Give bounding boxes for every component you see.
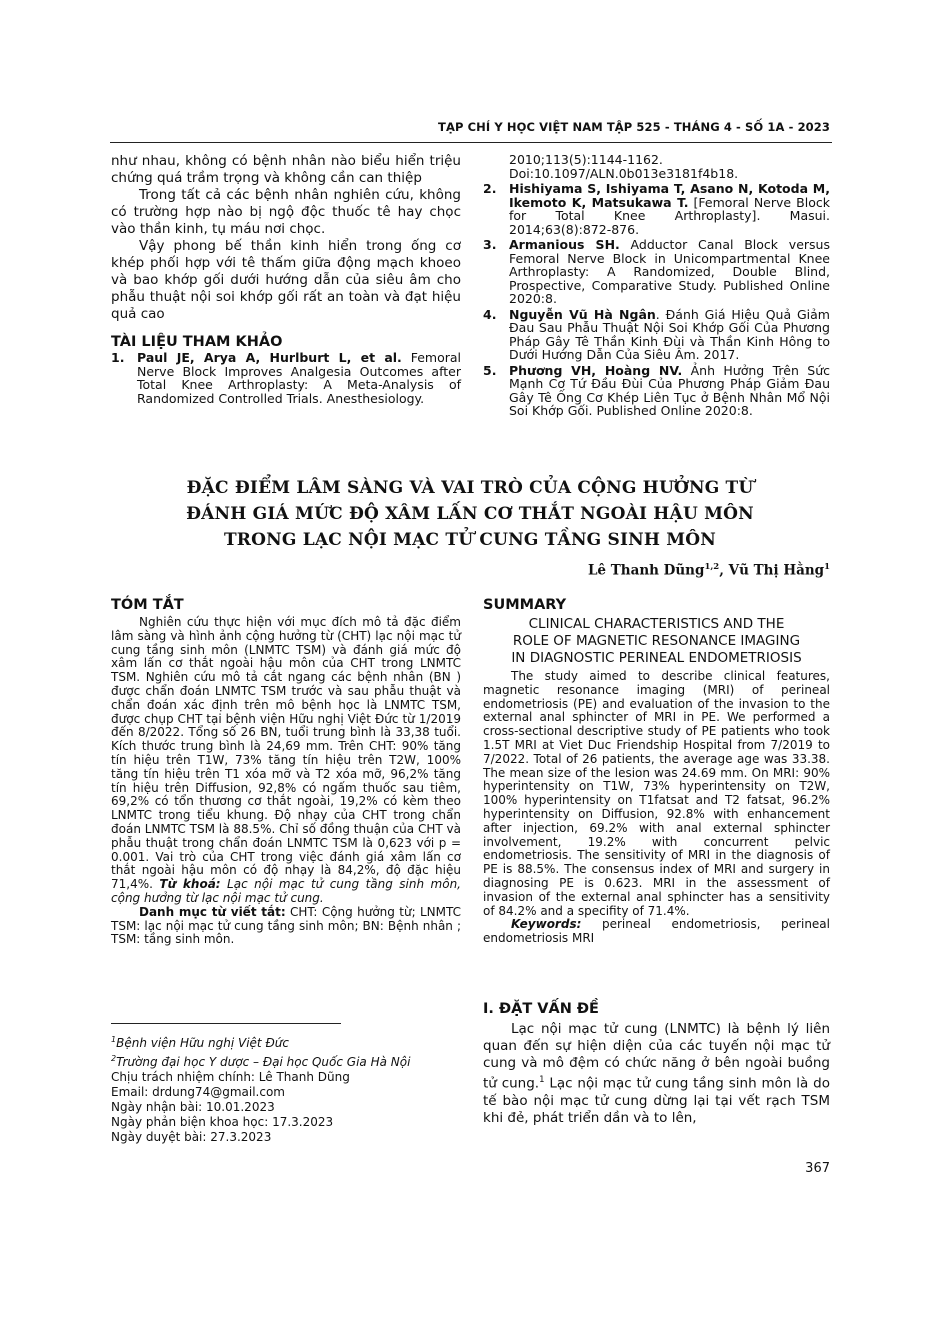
- introduction-paragraph: [483, 1021, 830, 1127]
- citation-marker: 1: [539, 1075, 545, 1085]
- prev-article-left-column: [111, 153, 461, 405]
- prev-paragraph: Trong tất cả các bệnh nhân nghiên cứu, không có trường hợp nào bị ngộ độc thuốc tê hay chọc vào thần kinh, tụ máu nơi chọc.: [111, 187, 461, 237]
- date-accepted: Ngày duyệt bài: 27.3.2023: [111, 1130, 272, 1144]
- date-reviewed: Ngày phản biện khoa học: 17.3.2023: [111, 1115, 334, 1129]
- reference-text: [509, 182, 830, 236]
- reference-continuation: [483, 153, 830, 180]
- reference-text: [509, 364, 830, 418]
- reference-item: [483, 182, 830, 236]
- affiliation-text: Bệnh viện Hữu nghị Việt Đức: [116, 1036, 289, 1050]
- reference-number: 5.: [483, 362, 497, 378]
- abbreviations-text: CHT: Cộng hưởng từ; LNMTC TSM: lạc nội mạc tử cung tầng sinh môn; BN: Bệnh nhân ; TSM: tầng sinh môn.: [111, 904, 461, 947]
- summary-title-line: CLINICAL CHARACTERISTICS AND THE: [528, 616, 785, 632]
- summary-title-line: ROLE OF MAGNETIC RESONANCE IMAGING: [512, 633, 801, 649]
- affiliation-marker: 2: [111, 1054, 117, 1063]
- introduction-text: Lạc nội mạc tử cung (LNMTC) là bệnh lý liên quan đến sự hiện diện của các tuyến nội mạc tử cung và mô đệm có chức năng ở bên ngoài buồng tử cung.: [483, 1021, 830, 1092]
- introduction-text: Lạc nội mạc tử cung tầng sinh môn là do tế bào nội mạc tử cung dừng lại tại vết rạch TSM khi đẻ, phát triển dần và to lên,: [483, 1075, 830, 1126]
- affiliation-2: [111, 1051, 461, 1070]
- reference-authors: Phương VH, Hoàng NV.: [509, 362, 683, 378]
- page-number: 367: [805, 1161, 830, 1176]
- author-name: , Vũ Thị Hằng: [719, 562, 825, 579]
- article-title: [110, 475, 830, 553]
- reference-item: [483, 364, 830, 418]
- abbreviations: [111, 906, 461, 947]
- reference-number: 3.: [483, 237, 497, 252]
- reference-authors: Nguyễn Vũ Hà Ngân: [509, 306, 656, 322]
- header-rule: [110, 142, 832, 143]
- footnote-rule: [111, 1023, 341, 1024]
- keywords-text: Lạc nội mạc tử cung tầng sinh môn, cộng hưởng từ lạc nội mạc tử cung.: [111, 877, 461, 905]
- references-heading: TÀI LIỆU THAM KHẢO: [111, 334, 283, 350]
- summary-title-line: IN DIAGNOSTIC PERINEAL ENDOMETRIOSIS: [511, 650, 802, 666]
- email: Email: drdung74@gmail.com: [111, 1085, 285, 1099]
- reference-number: 1.: [111, 350, 125, 365]
- abstract-heading: TÓM TẮT: [111, 597, 184, 613]
- reference-body: [Femoral Nerve Block for Total Knee Arthroplasty]. Masui. 2014;63(8):872-876.: [509, 194, 830, 237]
- reference-item: [111, 351, 461, 405]
- reference-number: 4.: [483, 306, 497, 322]
- keywords-text: perineal endometriosis, perineal endometriosis MRI: [483, 917, 830, 946]
- article-title-line: ĐẶC ĐIỂM LÂM SÀNG VÀ VAI TRÒ CỦA CỘNG HƯỞNG TỪ: [186, 478, 754, 498]
- reference-item: [483, 238, 830, 306]
- summary-body: The study aimed to describe clinical features, magnetic resonance imaging (MRI) of perineal endometriosis (PE) and evaluation of the invasion to the external anal sphincter of MRI in PE. We performed a cross-sectional descriptive study of PE patients who took 1.5T MRI at Viet Duc Friendship Hospital from 7/2019 to 7/2022. Total of 26 patients, the average age was 33.38. The mean size of the lesion was 24.69 mm. On MRI: 90% hyperintensity on T1W, 73% hyperintensity on T2W, 100% hyperintensity on T1fatsat and T2 fatsat, 96.2% hyperintensity on Diffusion, 92.8% with enhancement after injection, 69.2% with anal external sphincter involvement, 19.2% with concurrent pelvic endometriosis. The sensitivity of MRI in the diagnosis of PE is 88.5%. The consensus index of MRI and surgery in diagnosing PE is 0.623. MRI in the assessment of invasion of the external anal sphincter has a sensitivity of 84.2% and a specifity of 71.4%.: [483, 669, 830, 918]
- reference-authors: Paul JE, Arya A, Hurlburt L, et al.: [137, 350, 402, 365]
- author-name: Lê Thanh Dũng: [587, 562, 705, 579]
- affiliation-marker: 1,2: [704, 562, 720, 572]
- summary-keywords: [483, 918, 830, 946]
- affiliation-marker: 1: [824, 562, 830, 572]
- author-line: [588, 562, 830, 579]
- reference-body: . Đánh Giá Hiệu Quả Giảm Đau Sau Phẫu Thuật Nội Soi Khớp Gối Của Phương Pháp Gây Tê Thần Kinh Đùi và Thần Kinh Hông to Dưới Hướng Dẫn Của Siêu Âm. 2017.: [509, 306, 830, 362]
- reference-body: Adductor Canal Block versus Femoral Nerve Block in Unicompartmental Knee Arthroplasty: A Randomized, Double Blind, Prospective, Comparative Study. Published Online 2020:8.: [509, 237, 830, 306]
- summary-heading: SUMMARY: [483, 597, 567, 613]
- prev-paragraph: Vậy phong bế thần kinh hiển trong ống cơ khép phối hợp với tê thấm giữa động mạch khoeo và bao khớp gối dưới hướng dẫn của siêu âm cho phẫu thuật nội soi khớp gối rất an toàn và đạt hiệu quả cao: [111, 238, 461, 322]
- keywords-label: Từ khoá:: [159, 877, 221, 892]
- date-received: Ngày nhận bài: 10.01.2023: [111, 1100, 275, 1114]
- running-header: TẠP CHÍ Y HỌC VIỆT NAM TẬP 525 - THÁNG 4 - SỐ 1A - 2023: [438, 120, 830, 134]
- abbreviations-label: Danh mục từ viết tắt:: [139, 904, 286, 919]
- article-title-line: TRONG LẠC NỘI MẠC TỬ CUNG TẦNG SINH MÔN: [223, 530, 717, 550]
- reference-body: 2010;113(5):1144-1162. Doi:10.1097/ALN.0b013e3181f4b18.: [509, 152, 739, 181]
- affiliation-marker: 1: [111, 1035, 117, 1044]
- section-heading: I. ĐẶT VẤN ĐỀ: [483, 1001, 599, 1017]
- summary-title: [483, 616, 830, 667]
- corresponding-author: Chịu trách nhiệm chính: Lê Thanh Dũng: [111, 1070, 350, 1084]
- article-title-line: ĐÁNH GIÁ MỨC ĐỘ XÂM LẤN CƠ THẮT NGOÀI HẬU MÔN: [186, 504, 754, 524]
- summary-english: [483, 596, 830, 946]
- footnotes: [111, 1032, 461, 1145]
- reference-text: [137, 351, 461, 405]
- keywords-label: Keywords:: [511, 917, 582, 932]
- abstract-text: Nghiên cứu thực hiện với mục đích mô tả đặc điểm lâm sàng và hình ảnh cộng hưởng từ (CHT) lạc nội mạc tử cung tầng sinh môn (LNMTC TSM) và đánh giá mức độ xâm lấn cơ thắt ngoài hậu môn của CHT trong LNMTC TSM. Nghiên cứu mô tả cắt ngang các bệnh nhân (BN ) được chẩn đoán LNMTC TSM trước và sau phẫu thuật và chẩn đoán xác định trên mô bệnh học là LNMTC TSM, được chụp CHT tại bệnh viện Hữu nghị Việt Đức từ 1/2019 đến 8/2022. Tổng số 26 BN, tuổi trung bình là 33,38 tuổi. Kích thước trung bình là 24,69 mm. Trên CHT: 90% tăng tín hiệu trên T1W, 73% tăng tín hiệu trên T2W, 100% tăng tín hiệu trên T1 xóa mỡ và T2 xóa mỡ, 96,2% tăng tín hiệu trên Diffusion, 92,8% có ngấm thuốc sau tiêm, 69,2% có tổn thương cơ thắt ngoài, 19,2% có kèm theo LNMTC trong tiểu khung. Độ nhạy của CHT trong chẩn đoán LNMTC TSM là 88.5%. Chỉ số đồng thuận của CHT và phẫu thuật trong chẩn đoán LNMTC TSM là 0,623 với p = 0.001. Vai trò của CHT trong việc đánh giá xâm lấn cơ thắt ngoài hậu môn có độ nhạy là 84,2%, độ đặc hiệu 71,4%.: [111, 615, 461, 892]
- abstract-body: [111, 616, 461, 906]
- abstract-vietnamese: [111, 596, 461, 947]
- prev-paragraph: như nhau, không có bệnh nhân nào biểu hiển triệu chứng quá trầm trọng và không cần can thiệp: [111, 153, 461, 186]
- prev-article-right-column: [483, 153, 830, 420]
- reference-body: Ảnh Hưởng Trên Sức Mạnh Cơ Tứ Đầu Đùi Của Phương Pháp Giảm Đau Gây Tê Ống Cơ Khép Liên Tục ở Bệnh Nhân Mổ Nội Soi Khớp Gối. Published Online 2020:8.: [509, 362, 831, 418]
- introduction-section: [483, 1000, 830, 1127]
- reference-text: [509, 308, 830, 362]
- reference-authors: Hishiyama S, Ishiyama T, Asano N, Kotoda M, Ikemoto K, Matsukawa T.: [509, 181, 830, 210]
- affiliation-text: Trường đại học Y dược – Đại học Quốc Gia Hà Nội: [116, 1055, 411, 1069]
- reference-text: [509, 238, 830, 306]
- reference-body: Femoral Nerve Block Improves Analgesia Outcomes after Total Knee Arthroplasty: A Meta-Analysis of Randomized Controlled Trials. Anesthesiology.: [137, 350, 461, 406]
- reference-item: [483, 308, 830, 362]
- reference-number: 2.: [483, 181, 497, 196]
- reference-authors: Armanious SH.: [509, 237, 620, 252]
- affiliation-1: [111, 1032, 461, 1051]
